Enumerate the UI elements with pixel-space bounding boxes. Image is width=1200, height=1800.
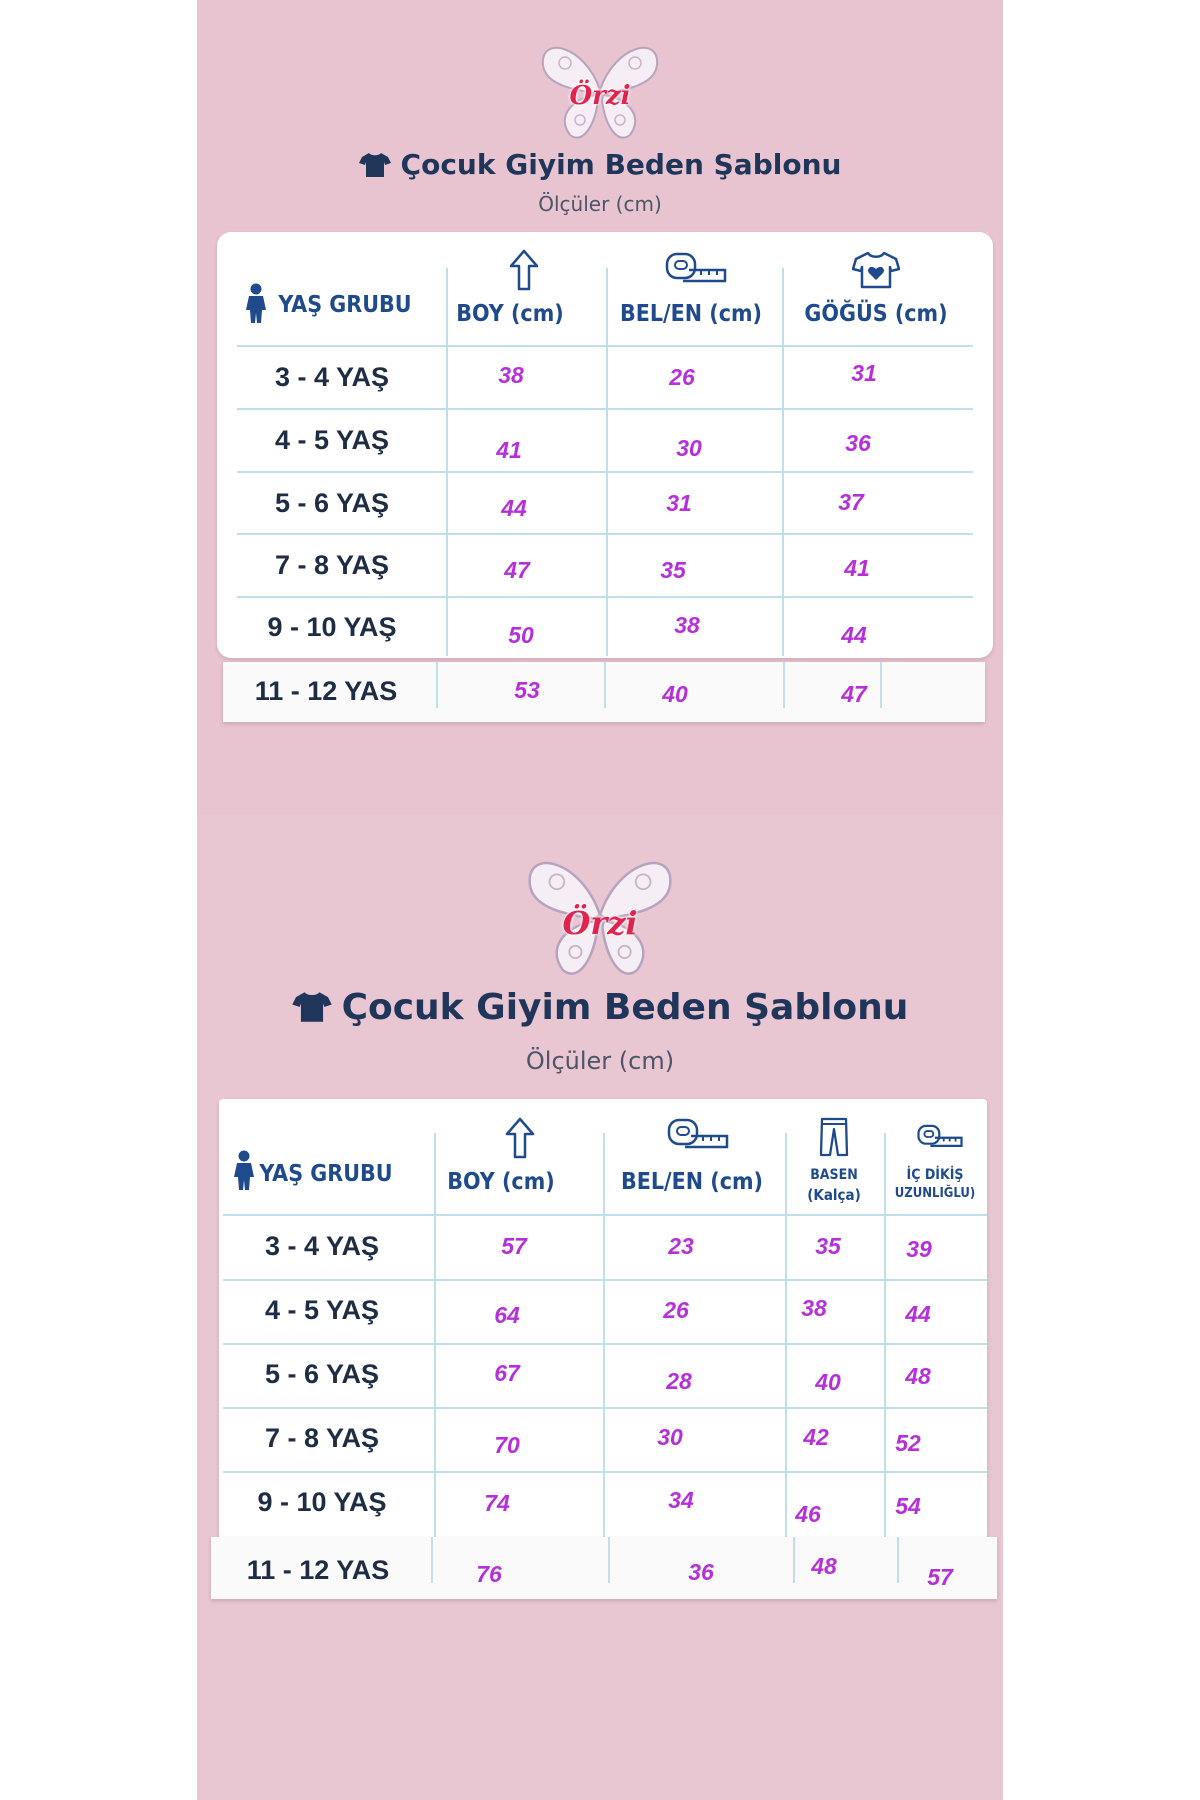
hip-value: 40 <box>815 1369 841 1395</box>
waist-value: 23 <box>668 1233 694 1259</box>
header-age-group: YAŞ GRUBU <box>278 292 412 318</box>
row-divider <box>237 471 973 473</box>
row-divider <box>237 596 973 598</box>
age-cell: 7 - 8 YAŞ <box>264 1423 380 1453</box>
row-divider <box>223 1343 987 1345</box>
hip-value: 35 <box>815 1233 841 1259</box>
measuring-tape-icon <box>665 251 727 287</box>
hip-value: 42 <box>803 1424 829 1450</box>
chest-value: 36 <box>845 430 871 456</box>
column-divider <box>884 1133 886 1539</box>
height-value: 38 <box>498 362 524 388</box>
row-divider <box>237 345 973 347</box>
waist-value: 30 <box>676 435 702 461</box>
inseam-value: 52 <box>895 1430 921 1456</box>
column-divider <box>436 662 438 708</box>
age-cell: 11 - 12 YAS <box>254 676 398 706</box>
units-subtitle: Ölçüler (cm) <box>525 1047 675 1075</box>
arrow-up-icon <box>509 249 539 291</box>
column-divider <box>608 1537 610 1583</box>
row-divider <box>237 533 973 535</box>
height-value: 74 <box>484 1490 510 1516</box>
chest-value: 47 <box>841 681 867 707</box>
column-divider <box>603 1133 605 1539</box>
child-icon <box>245 283 267 323</box>
waist-value: 26 <box>663 1297 689 1323</box>
inseam-value: 48 <box>905 1363 931 1389</box>
row-divider <box>223 1471 987 1473</box>
header-inseam-sub: UZUNLIĞLU) <box>894 1186 976 1201</box>
waist-value: 36 <box>688 1559 714 1585</box>
height-value: 47 <box>504 557 530 583</box>
row-divider <box>223 1407 987 1409</box>
size-chart-top <box>197 0 1003 815</box>
age-cell: 4 - 5 YAŞ <box>264 1295 380 1325</box>
age-cell: 3 - 4 YAŞ <box>274 362 390 392</box>
measuring-tape-icon <box>667 1117 729 1153</box>
height-value: 57 <box>501 1233 527 1259</box>
column-divider <box>897 1537 899 1583</box>
waist-value: 38 <box>674 612 700 638</box>
height-value: 64 <box>494 1302 520 1328</box>
trousers-icon <box>819 1117 849 1157</box>
column-divider <box>431 1537 433 1583</box>
age-cell: 9 - 10 YAŞ <box>267 612 397 642</box>
units-subtitle: Ölçüler (cm) <box>538 192 662 216</box>
age-cell: 5 - 6 YAŞ <box>274 488 390 518</box>
page-title <box>197 987 1003 1032</box>
header-hip: BASEN <box>810 1167 858 1183</box>
butterfly-logo <box>520 845 680 985</box>
header-age-group: YAŞ GRUBU <box>259 1161 393 1187</box>
age-cell: 5 - 6 YAŞ <box>264 1359 380 1389</box>
tshirt-icon <box>292 991 332 1032</box>
chest-value: 37 <box>838 489 864 515</box>
waist-value: 40 <box>662 681 688 707</box>
header-waist: BEL/EN (cm) <box>620 1169 764 1195</box>
column-divider <box>434 1133 436 1539</box>
waist-value: 30 <box>657 1424 683 1450</box>
header-height: BOY (cm) <box>447 1169 555 1195</box>
chest-value: 41 <box>844 555 870 581</box>
measuring-tape-icon <box>917 1122 963 1152</box>
waist-value: 28 <box>666 1368 692 1394</box>
header-chest: GÖĞÜS (cm) <box>804 301 948 327</box>
age-cell: 3 - 4 YAŞ <box>264 1231 380 1261</box>
row-divider <box>223 1214 987 1216</box>
height-value: 67 <box>494 1360 520 1386</box>
hip-value: 48 <box>811 1553 837 1579</box>
row-divider <box>237 408 973 410</box>
chest-value: 31 <box>851 360 877 386</box>
height-value: 53 <box>514 677 540 703</box>
logo-text: Örzi <box>562 903 638 942</box>
title-text: Çocuk Giyim Beden Şablonu <box>400 148 842 181</box>
header-waist: BEL/EN (cm) <box>619 301 763 327</box>
age-cell: 9 - 10 YAŞ <box>257 1487 387 1517</box>
age-cell: 11 - 12 YAS <box>246 1555 390 1585</box>
waist-value: 31 <box>666 490 692 516</box>
size-chart-bottom <box>197 815 1003 1800</box>
height-value: 44 <box>501 495 527 521</box>
header-height: BOY (cm) <box>456 301 564 327</box>
height-value: 41 <box>496 437 522 463</box>
inseam-value: 44 <box>905 1301 931 1327</box>
height-value: 76 <box>476 1561 502 1587</box>
inseam-value: 57 <box>927 1564 953 1590</box>
height-value: 70 <box>494 1432 520 1458</box>
title-text: Çocuk Giyim Beden Şablonu <box>341 987 909 1028</box>
waist-value: 26 <box>669 364 695 390</box>
column-divider <box>604 662 606 708</box>
inseam-value: 39 <box>906 1236 932 1262</box>
height-value: 50 <box>508 622 534 648</box>
age-cell: 4 - 5 YAŞ <box>274 425 390 455</box>
waist-value: 35 <box>660 557 686 583</box>
hip-value: 46 <box>795 1501 821 1527</box>
header-inseam: İÇ DİKİŞ <box>906 1167 964 1183</box>
tshirt-heart-icon <box>852 250 900 290</box>
butterfly-logo <box>535 35 665 145</box>
page-title <box>197 148 1003 185</box>
age-cell: 7 - 8 YAŞ <box>274 550 390 580</box>
hip-value: 38 <box>801 1295 827 1321</box>
inseam-value: 54 <box>895 1493 921 1519</box>
chest-value: 44 <box>841 622 867 648</box>
column-divider <box>783 662 785 708</box>
tshirt-icon <box>359 152 391 185</box>
row-divider <box>223 1279 987 1281</box>
logo-text: Örzi <box>569 81 631 112</box>
arrow-up-icon <box>505 1117 535 1159</box>
column-divider <box>785 1133 787 1539</box>
waist-value: 34 <box>668 1487 694 1513</box>
header-hip-sub: (Kalça) <box>807 1186 861 1204</box>
